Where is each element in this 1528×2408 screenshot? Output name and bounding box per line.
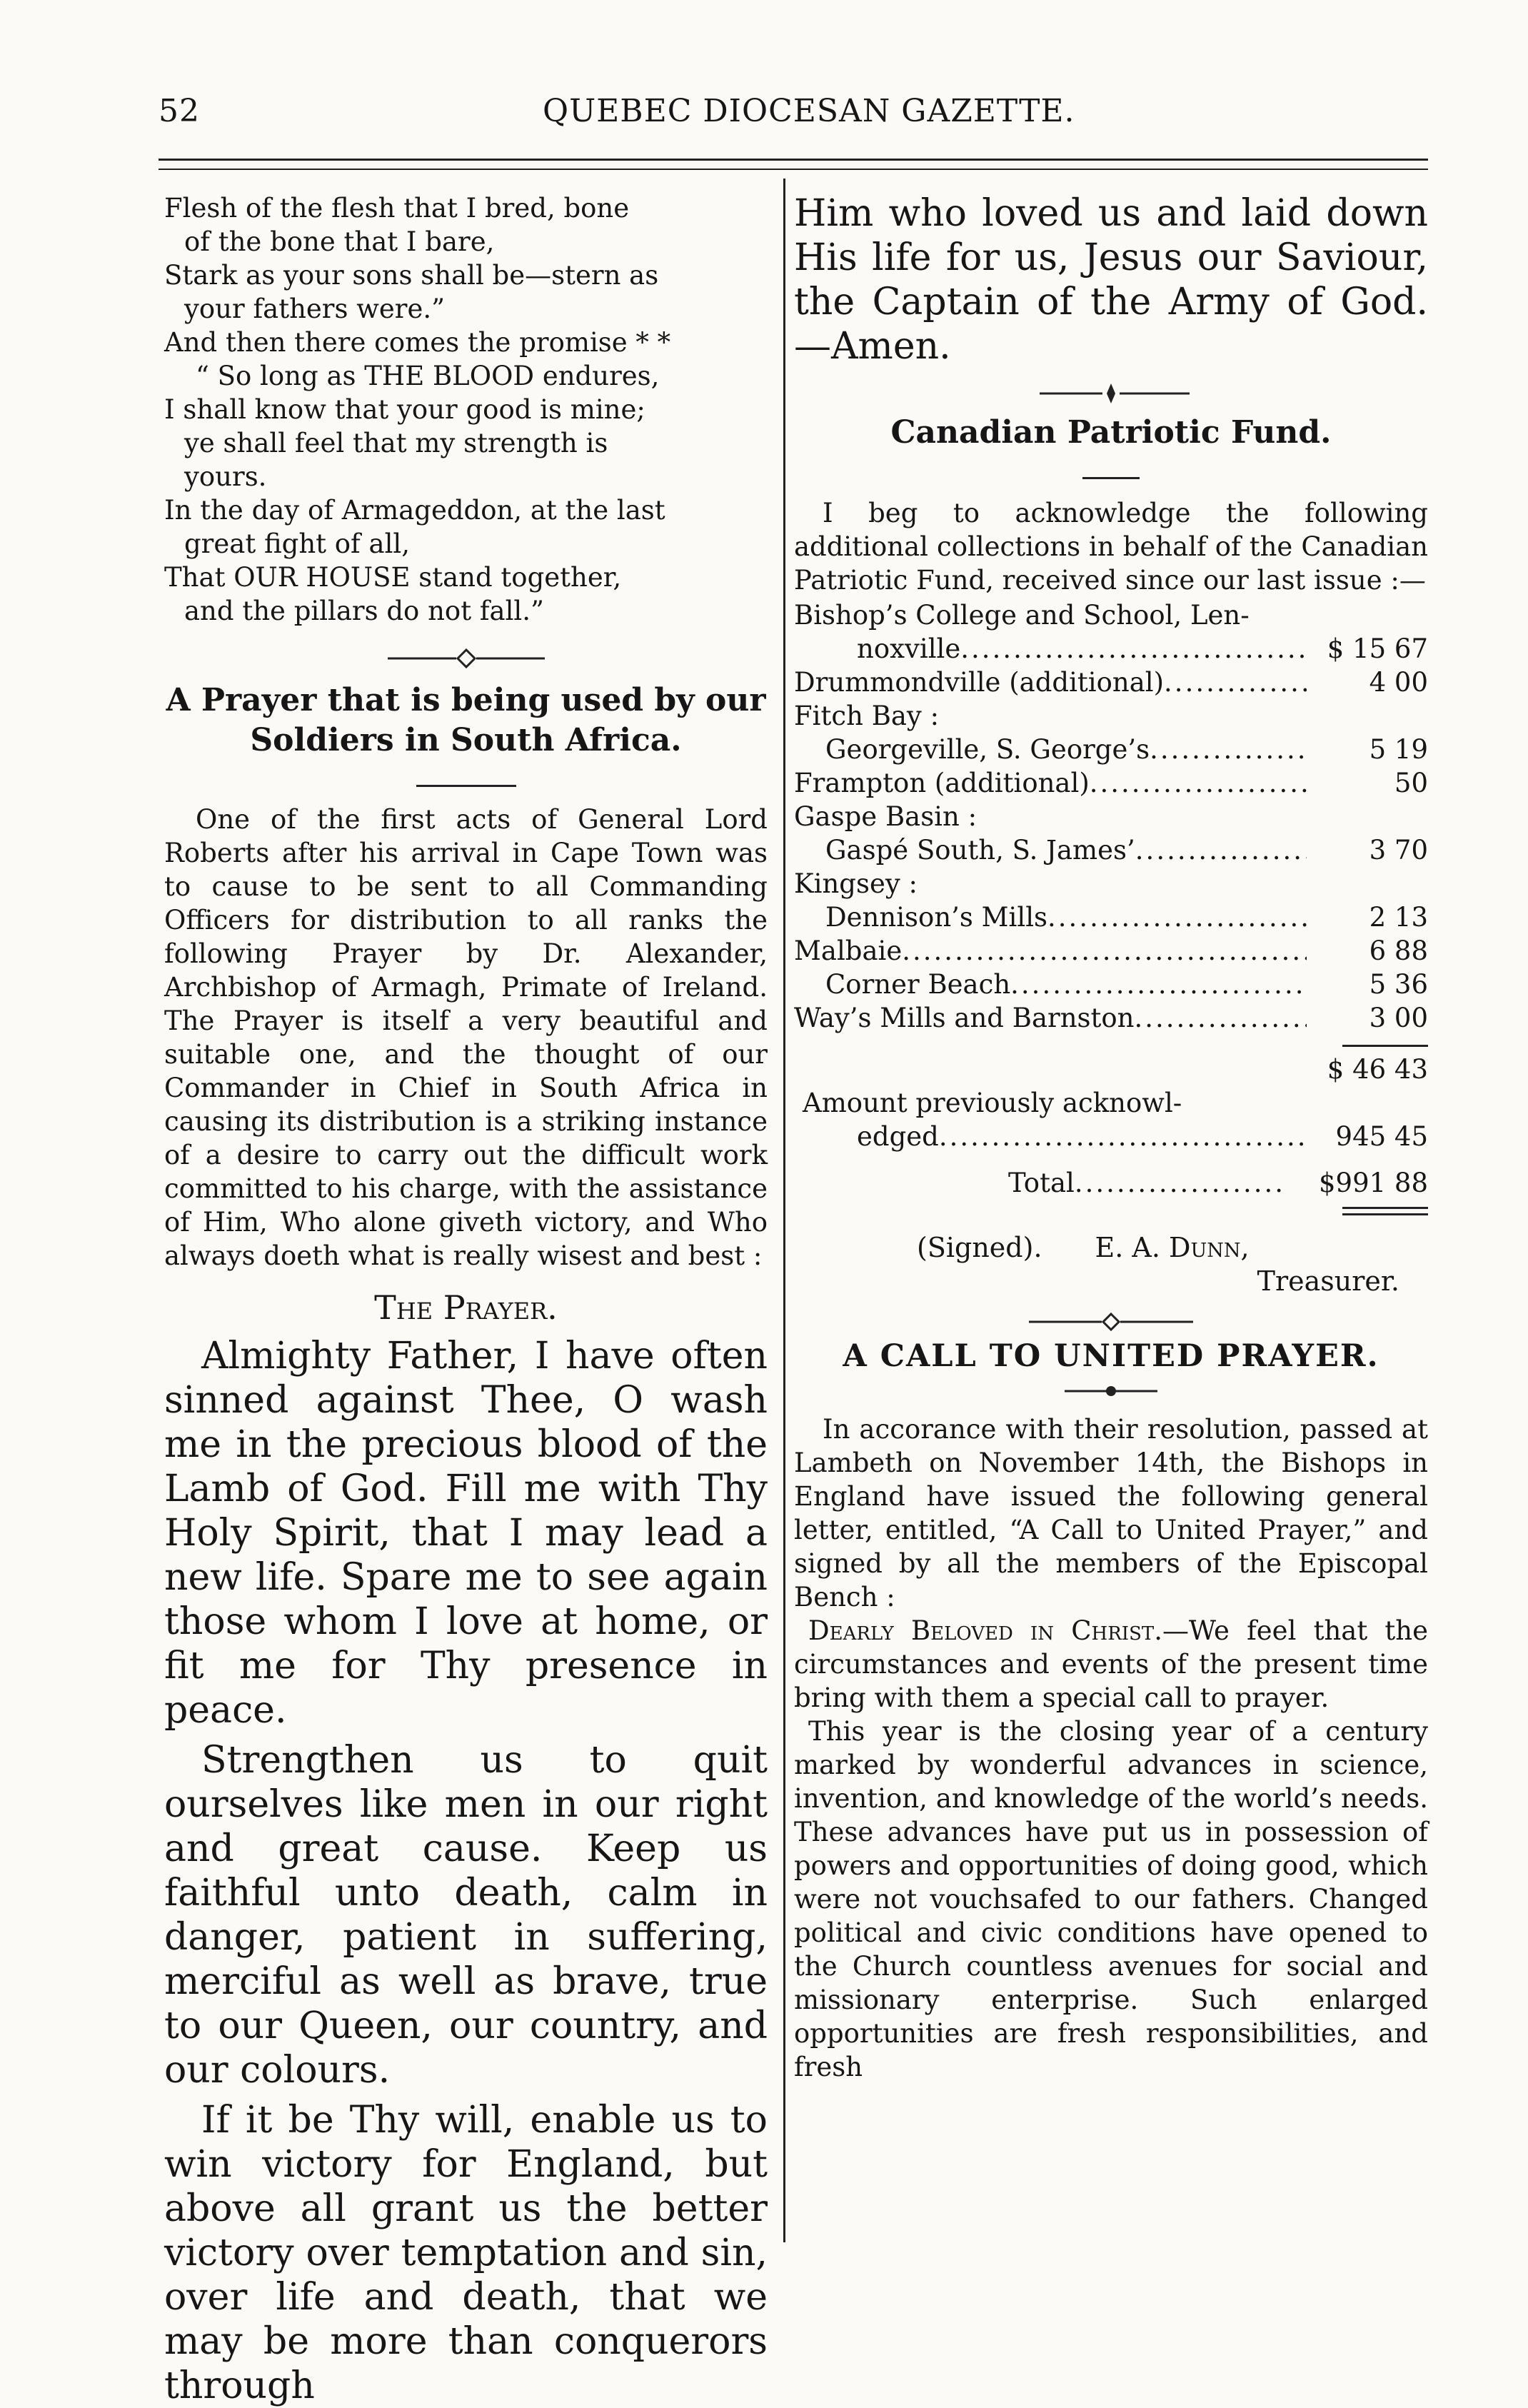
entry-amount: 4 00 <box>1369 667 1428 698</box>
previous-row <box>794 1086 1428 1120</box>
call-heading: A CALL TO UNITED PRAYER. <box>843 1338 1379 1374</box>
poem-line: your fathers were.” <box>184 294 446 324</box>
signature-row <box>794 1231 1428 1265</box>
entry-amount: 5 36 <box>1369 969 1428 1000</box>
poem-line: ye shall feel that my strength is <box>184 428 608 458</box>
section-ornament <box>1029 1310 1193 1334</box>
fund-table <box>794 598 1428 1298</box>
entry-amount: 6 88 <box>1369 935 1428 966</box>
subtotal-row <box>794 1053 1428 1086</box>
poem-line: I shall know that your good is mine; <box>164 394 645 425</box>
section-ornament <box>1065 1383 1157 1400</box>
call-paragraph: In accorance with their resolution, passed at Lambeth on November 14th, the Bishops in England have issued the following general letter, entitled, “A Call to United Prayer,” and signed by all the members of the Episcopal Bench : <box>794 1414 1428 1612</box>
page-title: QUEBEC DIOCESAN GAZETTE. <box>543 93 1075 129</box>
entry-label: Georgeville, S. George’s <box>825 734 1150 765</box>
entry-label: Way’s Mills and Barnston <box>794 1003 1135 1033</box>
total-label: Total <box>1008 1168 1075 1198</box>
fund-entry <box>794 766 1428 800</box>
prayer-intro: One of the first acts of General Lord Roberts after his arrival in Cape Town was to cause to be sent to all Commanding Officers for distribution to all ranks the following Prayer by Dr. Alexander, Archbishop of Armagh, Primate of Ireland. The Prayer is itself a very beautiful and suitable one, and the thought of our Commander in Chief in South Africa in causing its distribution is a striking instance of a desire to carry out the difficult work committed to his charge, with the assistance of Him, Who alone giveth victory, and Who always doeth what is really wisest and best : <box>164 804 768 1271</box>
previous-label: Amount previously acknowl- <box>803 1088 1182 1118</box>
header-rule-top <box>159 159 1428 161</box>
signer-title-row <box>794 1265 1428 1298</box>
signed-label: (Signed). <box>917 1232 1042 1263</box>
entry-amount: 50 <box>1394 768 1428 798</box>
fund-entry <box>794 733 1428 766</box>
short-rule <box>416 785 516 787</box>
prayer-title: The Prayer. <box>374 1288 558 1327</box>
entry-label: Fitch Bay : <box>794 701 940 731</box>
call-salutation: Dearly Beloved in Christ. <box>808 1615 1162 1646</box>
entry-label: Frampton (additional) <box>794 768 1090 798</box>
total-double-rule <box>1342 1207 1428 1215</box>
fund-entry <box>794 867 1428 901</box>
signer-name: E. A. Dunn, <box>1095 1232 1250 1263</box>
poem-line: great fight of all, <box>184 528 410 559</box>
poem-line: Flesh of the flesh that I bred, bone <box>164 193 630 224</box>
header-rule-bottom <box>159 169 1428 170</box>
signer-title: Treasurer. <box>1257 1265 1399 1297</box>
page-number: 52 <box>159 93 200 129</box>
entry-label: Kingsey : <box>794 868 918 899</box>
entry-amount: 3 70 <box>1369 835 1428 866</box>
fund-entry <box>794 968 1428 1001</box>
prayer-heading: A Prayer that is being used by our Soldiers in South Africa. <box>166 682 766 758</box>
entry-label: noxville <box>857 633 961 664</box>
previous-amount: 945 45 <box>1335 1121 1428 1152</box>
left-column <box>164 191 768 2408</box>
column-divider <box>783 179 785 2242</box>
prayer-paragraph: If it be Thy will, enable us to win victory for England, but above all grant us the better victory over temptation and sin, over life and death, that we may be more than conquerors through <box>164 2099 768 2407</box>
previous-label: edged <box>857 1121 939 1152</box>
entry-label: Gaspé South, S. James’ <box>825 835 1135 866</box>
prayer-paragraph: Almighty Father, I have often sinned against Thee, O wash me in the precious blood of the Lamb of God. Fill me with Thy Holy Spirit, that I may lead a new life. Spare me to see again those whom I love at home, or fit me for Thy presence in peace. <box>164 1335 768 1732</box>
subtotal-amount: $ 46 43 <box>1327 1054 1428 1085</box>
entry-label: Corner Beach <box>825 969 1011 1000</box>
call-paragraph-text: —We feel that the circumstances and events of the present time bring with them a special call to prayer. <box>794 1615 1428 1713</box>
entry-label: Malbaie <box>794 935 903 966</box>
right-column <box>794 191 1428 2084</box>
fund-entry <box>794 800 1428 833</box>
poem-line: And then there comes the promise * * <box>164 327 671 358</box>
entry-label: Dennison’s Mills <box>825 902 1048 933</box>
fund-heading: Canadian Patriotic Fund. <box>890 414 1332 451</box>
entry-amount: 2 13 <box>1369 902 1428 933</box>
fund-entry <box>794 1001 1428 1035</box>
poem-line: of the bone that I bare, <box>184 226 495 257</box>
entry-label: Bishop’s College and School, Len- <box>794 600 1250 631</box>
poem <box>164 191 768 628</box>
prayer-paragraph: Strengthen us to quit ourselves like men in our right and great cause. Keep us faithful unto death, calm in danger, patient in suffering, merciful as well as brave, true to our Queen, our country, and our colours. <box>164 1739 768 2092</box>
poem-line: In the day of Armageddon, at the last <box>164 495 665 526</box>
entry-amount: 3 00 <box>1369 1003 1428 1033</box>
entry-label: Drummondville (additional) <box>794 667 1165 698</box>
entry-amount: $ 15 67 <box>1327 633 1428 664</box>
fund-entry <box>794 833 1428 867</box>
entry-label: Gaspe Basin : <box>794 801 977 832</box>
fund-entry <box>794 598 1428 632</box>
fund-entry <box>794 632 1428 666</box>
total-row <box>794 1166 1428 1200</box>
fund-entry <box>794 666 1428 699</box>
fund-entry <box>794 934 1428 968</box>
fund-entry <box>794 699 1428 733</box>
previous-row <box>794 1120 1428 1153</box>
poem-line: Stark as your sons shall be—stern as <box>164 260 659 291</box>
poem-line: yours. <box>184 461 267 492</box>
poem-line: and the pillars do not fall.” <box>184 596 544 626</box>
fund-intro: I beg to acknowledge the following additional collections in behalf of the Canadian Patriotic Fund, received since our last issue :— <box>794 498 1428 596</box>
call-paragraph: This year is the closing year of a century marked by wonderful advances in science, invention, and knowledge of the world’s needs. These advances have put us in possession of powers and opportunities of doing good, which were not vouchsafed to our fathers. Changed political and civic conditions have opened to the Church countless avenues for social and missionary enterprise. Such enlarged opportunities are fresh responsibilities, and fresh <box>794 1716 1428 2082</box>
total-amount: $991 88 <box>1318 1168 1428 1198</box>
entry-amount: 5 19 <box>1369 734 1428 765</box>
fund-entry <box>794 901 1428 934</box>
call-paragraph <box>794 1614 1428 1715</box>
poem-line: “ So long as THE BLOOD endures, <box>196 361 660 391</box>
poem-line: That OUR HOUSE stand together, <box>164 562 622 593</box>
section-ornament <box>388 646 545 671</box>
section-ornament <box>1025 381 1197 406</box>
prayer-continuation: Him who loved us and laid down His life for us, Jesus our Saviour, the Captain of the Army of God. —Amen. <box>794 192 1428 368</box>
short-rule <box>1082 477 1140 479</box>
sum-rule <box>1342 1045 1428 1047</box>
